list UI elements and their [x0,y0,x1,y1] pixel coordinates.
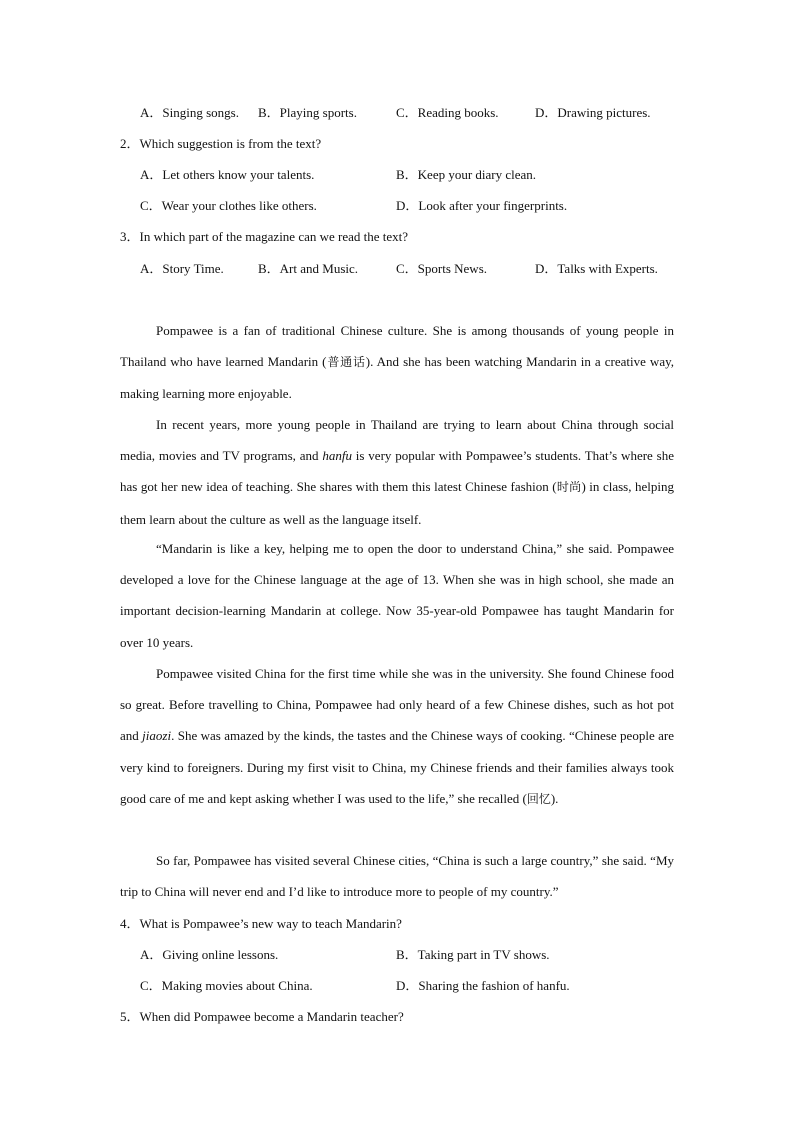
p4-text-b: . She was amazed by the kinds, the tastes and the Chinese ways of cooking. “Chinese people are very kind to foreigners. During my first visit to China, my Chinese friends and their families always took good care of me and kept asking whether I was used to the life,” she recalled ( [120,728,674,806]
q4-stem: 4．What is Pompawee’s new way to teach Mandarin? [120,916,402,931]
q1-option-d: D．Drawing pictures. [535,105,651,120]
q5-stem: 5．When did Pompawee become a Mandarin teacher? [120,1009,404,1024]
q4-option-d: D．Sharing the fashion of hanfu. [396,978,570,993]
passage-paragraph-1 [120,315,674,410]
q2-option-b: B．Keep your diary clean. [396,167,537,182]
q2-options-row2 [140,198,680,214]
q3-option-d: D．Talks with Experts. [535,261,658,276]
q3-options [140,261,680,277]
q1-options [140,105,680,121]
p4-text-a: Pompawee visited China for the first time while she was in the university. She found Chinese food so great. Before travelling to China, Pompawee had only heard of a few Chinese dishes, such as hot pot and [120,666,674,744]
q1-option-a: A．Singing songs. [140,105,239,120]
q4-option-c: C．Making movies about China. [140,978,313,993]
p1-text-b: ). And she has been watching Mandarin in a creative way, making learning more enjoyable. [120,354,674,402]
q4-option-b: B．Taking part in TV shows. [396,947,550,962]
p2-text-b: is very popular with Pompawee’s students. That’s where she has got her new idea of teaching. She shares with them this latest Chinese fashion ( [120,448,674,495]
p4-chinese-gloss: 回忆 [526,791,551,806]
passage-paragraph-4 [120,658,674,815]
p2-text-a: In recent years, more young people in Thailand are trying to learn about China through social media, movies and TV programs, and [120,417,674,464]
p1-text-a: Pompawee is a fan of traditional Chinese culture. She is among thousands of young people in Thailand who have learned Mandarin ( [120,323,674,370]
p2-text-c: ) in class, helping them learn about the culture as well as the language itself. [120,479,674,527]
q3-option-b: B．Art and Music. [258,261,359,276]
p1-chinese-gloss: 普通话 [326,355,366,370]
q3-option-a: A．Story Time. [140,261,224,276]
p2-chinese-gloss: 时尚 [556,480,582,495]
passage-paragraph-3 [120,533,674,658]
passage-paragraph-5 [120,845,674,907]
p3-text: “Mandarin is like a key, helping me to open the door to understand China,” she said. Pompawee developed a love for the Chinese language at the age of 13. When she was in high school, she made an important decision-learning Mandarin at college. Now 35-year-old Pompawee has taught Mandarin for over 10 years. [120,541,674,650]
q4-option-a: A．Giving online lessons. [140,947,279,962]
q4-options-row1 [140,947,680,963]
q4-options-row2 [140,978,680,994]
p5-text: So far, Pompawee has visited several Chinese cities, “China is such a large country,” she said. “My trip to China will never end and I’d like to introduce more to people of my country.” [120,853,674,900]
q2-stem: 2．Which suggestion is from the text? [120,136,322,151]
p4-text-c: ). [550,790,559,806]
q2-options-row1 [140,167,680,183]
q2-option-d: D．Look after your fingerprints. [396,198,568,213]
q3-option-c: C．Sports News. [396,261,488,276]
q1-option-c: C．Reading books. [396,105,499,120]
p4-italic-jiaozi: jiaozi [142,728,172,744]
q3-stem: 3．In which part of the magazine can we read the text? [120,229,409,244]
p2-italic-hanfu: hanfu [322,448,352,464]
q1-option-b: B．Playing sports. [258,105,357,120]
q2-option-c: C．Wear your clothes like others. [140,198,317,213]
passage-paragraph-2 [120,409,674,535]
q2-option-a: A．Let others know your talents. [140,167,315,182]
